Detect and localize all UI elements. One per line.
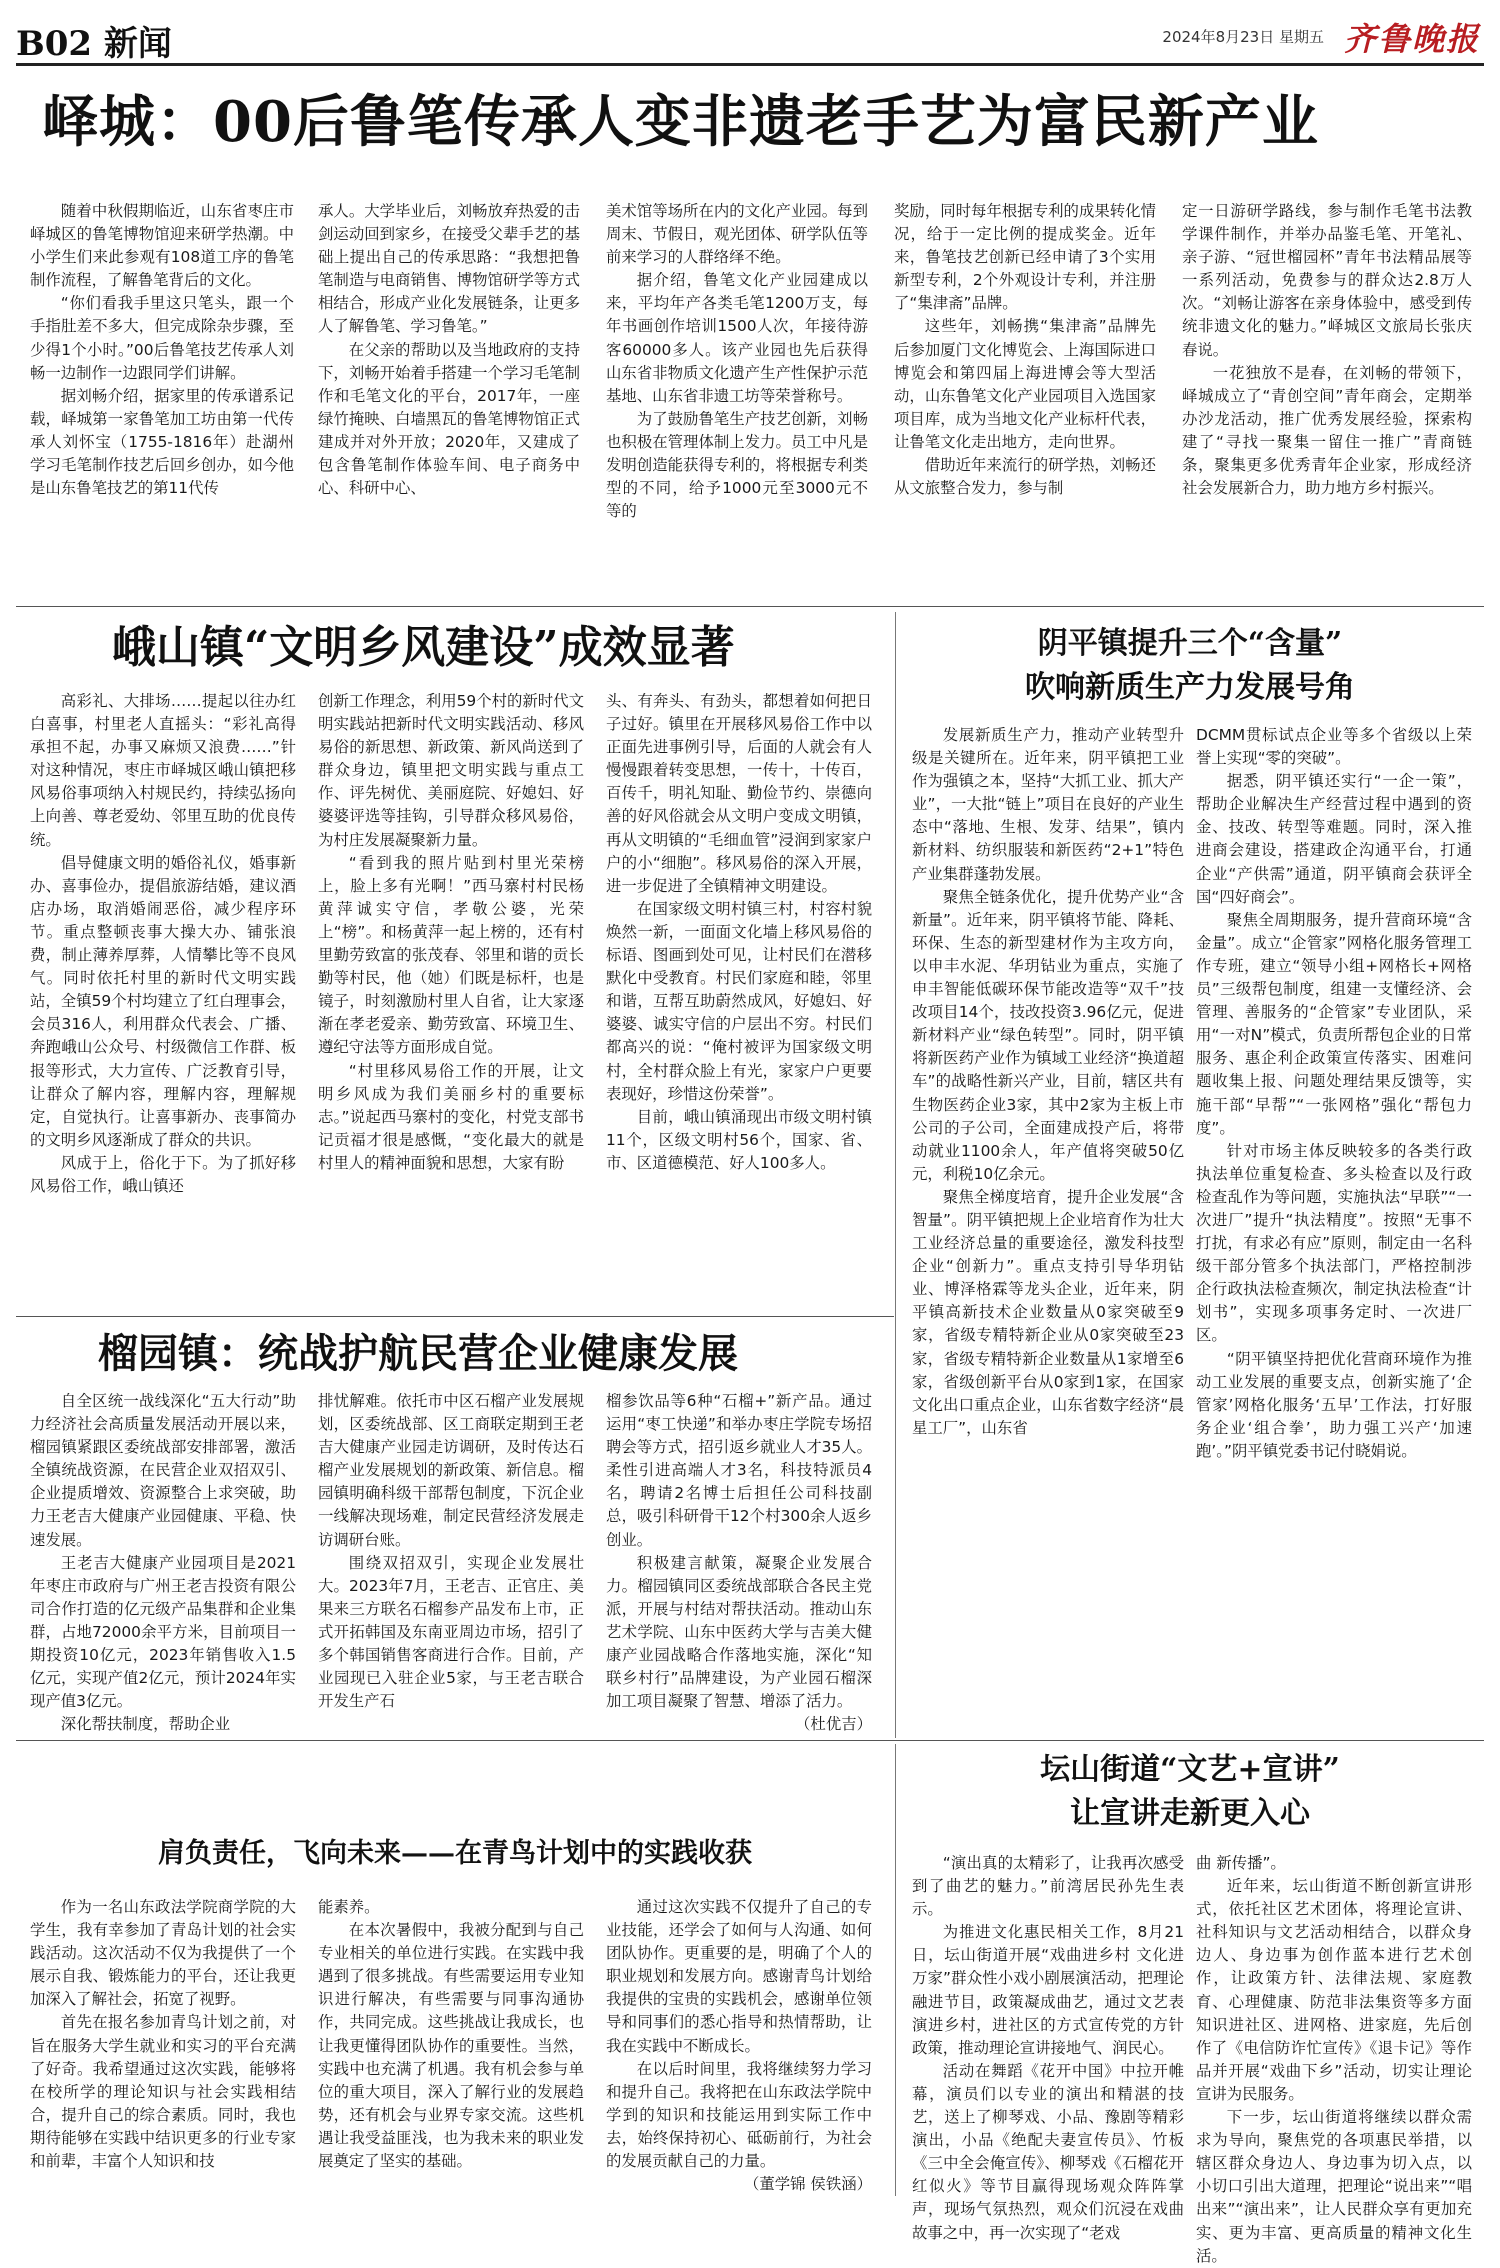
paragraph: 深化帮扶制度，帮助企业 — [60, 1715, 231, 1734]
paragraph: 高彩礼、大排场……提起以往办红白喜事，村里老人直摇头：“彩礼高得承担不起，办事又麻烦又浪费……”针对这种情况，枣庄市峄城区峨山镇把移风易俗事项纳入村规民约，持续弘扬向上向善、尊老爱幼、邻里互助的优良传统。 — [30, 692, 296, 849]
column-divider — [895, 612, 896, 1738]
column-divider — [895, 1744, 896, 2196]
paragraph: 为了鼓励鲁笔生产技艺创新，刘畅也积极在管理体制上发力。员工中凡是发明创造能获得专利的，将根据专利类型的不同，给予1000元至3000元不等的 — [606, 409, 868, 521]
article1-column-5 — [1182, 200, 1472, 502]
paragraph: 奖励，同时每年根据专利的成果转化情况，给于一定比例的提成奖金。近年来，鲁笔技艺创新已经申请了3个实用新型专利，2个外观设计专利，并注册了“集津斋”品牌。 — [894, 202, 1156, 313]
paragraph: 风成于上，俗化于下。为了抓好移风易俗工作，峨山镇还 — [30, 1153, 296, 1195]
paragraph: 围绕双招双引，实现企业发展壮大。2023年7月，王老吉、正官庄、美果来三方联名石榴参产品发布上市，正式开拓韩国及东南亚周边市场，招引了多个韩国销售客商进行合作。目前，产业园现已入驻企业5家，与王老吉联合开发生产石 — [318, 1553, 584, 1711]
paragraph: 发展新质生产力，推动产业转型升级是关键所在。近年来，阴平镇把工业作为强镇之本，坚持“大抓工业、抓大产业”，一大批“链上”项目在良好的产业生态中“落地、生根、发芽、结果”，镇内新材料、纺织服装和新医药“2+1”特色产业集群蓬勃发展。 — [912, 726, 1184, 883]
paragraph: 自全区统一战线深化“五大行动”助力经济社会高质量发展活动开展以来，榴园镇紧跟区委统战部安排部署，激活全镇统战资源，在民营企业双招双引、企业提质增效、资源整合上求突破，助力王老吉大健康产业园健康、平稳、快速发展。 — [30, 1392, 296, 1549]
paragraph: 美术馆等场所在内的文化产业园。每到周末、节假日，观光团体、研学队伍等前来学习的人群络绎不绝。 — [606, 202, 868, 267]
paragraph: 王老吉大健康产业园项目是2021年枣庄市政府与广州王老吉投资有限公司合作打造的亿元级产品集群和企业集群，占地72000余平方米，目前项目一期投资10亿元，2023年销售收入1.5亿元，实现产值2亿元，预计2024年实现产值3亿元。 — [30, 1553, 296, 1711]
paragraph: 聚焦全链条优化，提升优势产业“含新量”。近年来，阴平镇将节能、降耗、环保、生态的新型建材作为主攻方向，以申丰水泥、华玥钻业为重点，实施了申丰智能低碳环保节能改造等“双千”技改项目14个，技改投资3.96亿元，促进新材料产业“绿色转型”。同时，阴平镇将新医药产业作为镇域工业经济“换道超车”的战略性新兴产业，目前，辖区共有生物医药企业3家，其中2家为主板上市公司的子公司，全面建成投产后，将带动就业1100余人，年产值将突破50亿元，利税10亿余元。 — [912, 887, 1184, 1183]
paragraph: 一花独放不是春，在刘畅的带领下，峄城成立了“青创空间”青年商会，定期举办沙龙活动，推广优秀发展经验，探索构建了“寻找一聚集一留住一推广”青商链条，聚集更多优秀青年企业家，形成经济社会发展新合力，助力地方乡村振兴。 — [1182, 363, 1472, 498]
article3-headline — [905, 622, 1475, 709]
headline-line: 阴平镇提升三个“含量” — [1037, 626, 1343, 661]
paragraph: DCMM贯标试点企业等多个省级以上荣誉上实现“零的突破”。 — [1196, 726, 1472, 768]
article1-column-1 — [30, 200, 294, 502]
paragraph: 首先在报名参加青鸟计划之前，对旨在服务大学生就业和实习的平台充满了好奇。我希望通过这次实践，能够将在校所学的理论知识与社会实践相结合，提升自己的综合素质。同时，我也期待能够在实践中结识更多的行业专家和前辈，丰富个人知识和技 — [30, 2013, 296, 2171]
page-header — [16, 10, 1484, 66]
article1-column-3 — [606, 200, 868, 521]
paragraph: 据介绍，鲁笔文化产业园建成以来，平均年产各类毛笔1200万支，每年书画创作培训1500人次，年接待游客60000多人。该产业园也先后获得山东省非物质文化遗产生产性保护示范基地、山东省非遗工坊等荣誉称号。 — [606, 271, 868, 405]
paragraph: 在国家级文明村镇三村，村容村貌焕然一新，一面面文化墙上移风易俗的标语、图画到处可见，让村民们在潜移默化中受教育。村民们家庭和睦，邻里和谐，互帮互助蔚然成风，好媳妇、好婆婆、诚实守信的户层出不穷。村民们都高兴的说：“俺村被评为国家级文明村，全村群众脸上有光，家家户户更要表现好，珍惜这份荣誉”。 — [606, 899, 872, 1103]
paragraph: 聚焦全周期服务，提升营商环境“含金量”。成立“企管家”网格化服务管理工作专班，建立“领导小组+网格长+网格员”三级帮包制度，组建一支懂经济、会管理、善服务的“企管家”专业团队，采用“一对N”模式，负责所帮包企业的日常服务、惠企利企政策宣传落实、困难问题收集上报、问题处理结果反馈等，实施干部“早帮”“一张网格”强化“帮包力度”。 — [1196, 910, 1472, 1137]
article3-column-2 — [1196, 724, 1472, 1734]
article1-column-2 — [318, 200, 580, 502]
paragraph: 能素养。 — [318, 1898, 380, 1916]
paragraph: 借助近年来流行的研学热，刘畅还从文旅整合发力，参与制 — [894, 456, 1156, 498]
paragraph: 目前，峨山镇涌现出市级文明村镇11个，区级文明村56个，国家、省、市、区道德模范、好人100多人。 — [606, 1107, 872, 1172]
divider — [16, 1740, 1484, 1741]
paragraph: 据刘畅介绍，据家里的传承谱系记载，峄城第一家鲁笔加工坊由第一代传承人刘怀宝（1755-1816年）赴湖州学习毛笔制作技艺后回乡创办，如今他是山东鲁笔技艺的第11代传 — [30, 386, 294, 498]
article4-byline: （杜优吉） — [795, 1715, 872, 1734]
article2-column-1 — [30, 690, 296, 1330]
article6-headline: 肩负责任，飞向未来——在青鸟计划中的实践收获 — [158, 1838, 752, 1869]
article3-column-1 — [912, 724, 1184, 1734]
paragraph: 聚焦全梯度培育，提升企业发展“含智量”。阴平镇把规上企业培育作为壮大工业经济总量的重要途径，激发科技型企业“创新力”。重点支持引导华玥钻业、博泽格霖等龙头企业，近年来，阴平镇高新技术企业数量从0家突破至9家，省级专精特新企业从0家突破至23家，省级专精特新企业数量从1家增至6家，省级创新平台从0家到1家，在国家文化出口重点企业，山东省数字经济“晨星工厂”，山东省 — [912, 1187, 1184, 1437]
article5-column-1 — [912, 1852, 1184, 2242]
headline-line: 让宣讲走新更入心 — [1070, 1795, 1310, 1831]
paragraph: 在父亲的帮助以及当地政府的支持下，刘畅开始着手搭建一个学习毛笔制作和毛笔文化的平台，2017年，一座绿竹掩映、白墙黑瓦的鲁笔博物馆正式建成并对外开放；2020年，又建成了包含鲁笔制作体验车间、电子商务中心、科研中心、 — [318, 340, 580, 498]
paragraph: 下一步，坛山街道将继续以群众需求为导向，聚焦党的各项惠民举措，以辖区群众身边人、身边事为切入点，以小切口引出大道理，把理论“说出来”“唱出来”“演出来”，让人民群众享有更加充实、更为丰富、更高质量的精神文化生活。 — [1196, 2108, 1472, 2265]
article1-headline: 峄城：00后鲁笔传承人变非遗老手艺为富民新产业 — [42, 89, 1319, 155]
paragraph: 为推进文化惠民相关工作，8月21日，坛山街道开展“戏曲进乡村 文化进万家”群众性小戏小剧展演活动，把理论融进节目，政策凝成曲艺，通过文艺表演进乡村，进社区的方式宣传党的方针政策，推动理论宣讲接地气、润民心。 — [912, 1923, 1184, 2057]
article4-column-1 — [30, 1390, 296, 1830]
article2-column-2 — [318, 690, 584, 1330]
paragraph: “看到我的照片贴到村里光荣榜上，脸上多有光啊！”西马寨村村民杨黄萍诚实守信，孝敬公婆，光荣上“榜”。和杨黄萍一起上榜的，还有村里勤劳致富的张茂春、邻里和谐的贡长勤等村民，他（她）们既是标杆，也是镜子，时刻激励村里人自省，让大家逐渐在孝老爱亲、勤劳致富、环境卫生、遵纪守法等方面形成自觉。 — [318, 853, 584, 1057]
paragraph: “演出真的太精彩了，让我再次感受到了曲艺的魅力。”前湾居民孙先生表示。 — [912, 1854, 1184, 1919]
article5-column-2 — [1196, 1852, 1472, 2265]
paragraph: “村里移风易俗工作的开展，让文明乡风成为我们美丽乡村的重要标志。”说起西马寨村的变化，村党支部书记贡福才很是感慨，“变化最大的就是村里人的精神面貌和思想，大家有盼 — [318, 1061, 584, 1172]
paragraph: 头、有奔头、有劲头，都想着如何把日子过好。镇里在开展移风易俗工作中以正面先进事例引导，后面的人就会有人慢慢跟着转变思想，一传十，十传百，百传千，明礼知耻、勤俭节约、崇德向善的好风俗就会从文明户变成文明镇，再从文明镇的“毛细血管”浸润到家家户户的小“细胞”。移风易俗的深入开展，进一步促进了全镇精神文明建设。 — [606, 692, 872, 895]
paragraph: 倡导健康文明的婚俗礼仪，婚事新办、喜事俭办，提倡旅游结婚，建议酒店办场，取消婚闹恶俗，减少程序环节。重点整顿丧事大操大办、铺张浪费，制止薄养厚葬，人情攀比等不良风气。同时依托村里的新时代文明实践站，全镇59个村均建立了红白理事会，会员316人，利用群众代表会、广播、奔跑峨山公众号、村级微信工作群、板报等形式，大力宣传、广泛教育引导，让群众了解内容，理解内容，理解规定，自觉执行。让喜事新办、丧事简办的文明乡风逐渐成了群众的共识。 — [30, 853, 296, 1149]
paragraph: 创新工作理念，利用59个村的新时代文明实践站把新时代文明实践活动、移风易俗的新思想、新政策、新风尚送到了群众身边，镇里把文明实践与重点工作、评先树优、美丽庭院、好媳妇、好婆婆评选等挂钩，引导群众移风易俗，为村庄发展凝聚新力量。 — [318, 692, 584, 849]
paragraph: 这些年，刘畅携“集津斋”品牌先后参加厦门文化博览会、上海国际进口博览会和第四届上海进博会等大型活动，山东鲁笔文化产业园项目入选国家项目库，成为当地文化产业标杆代表，让鲁笔文化走出地方，走向世界。 — [894, 317, 1156, 451]
issue-date: 2024年8月23日 星期五 — [1162, 28, 1324, 46]
paragraph: “阴平镇坚持把优化营商环境作为推动工业发展的重要支点，创新实施了‘企管家’网格化服务‘五早’工作法，打好服务企业‘组合拳’，助力强工兴产‘加速跑’。”阴平镇党委书记付晓娟说。 — [1196, 1349, 1472, 1460]
article5-headline — [905, 1748, 1475, 1835]
article2-column-3 — [606, 690, 872, 1330]
divider — [16, 606, 1484, 607]
paragraph: 随着中秋假期临近，山东省枣庄市峄城区的鲁笔博物馆迎来研学热潮。中小学生们来此参观有108道工序的鲁笔制作流程，了解鲁笔背后的文化。 — [30, 202, 294, 290]
paragraph: 排忧解难。依托市中区石榴产业发展规划，区委统战部、区工商联定期到王老吉大健康产业园走访调研，及时传达石榴产业发展规划的新政策、新信息。榴园镇明确科级干部帮包制度，下沉企业一线解决现场难，制定民营经济发展走访调研台账。 — [318, 1392, 584, 1549]
paragraph: 针对市场主体反映较多的各类行政执法单位重复检查、多头检查以及行政检查乱作为等问题，实施执法“早联”“一次进厂”提升“执法精度”。按照“无事不打扰，有求必有应”原则，制定由一名科级干部分管多个执法部门，严格控制涉企行政执法检查频次，制定执法检查“计划书”，实现多项事务定时、一次进厂区。 — [1196, 1141, 1472, 1345]
paragraph: 在以后时间里，我将继续努力学习和提升自己。我将把在山东政法学院中学到的知识和技能运用到实际工作中去，始终保持初心、砥砺前行，为社会的发展贡献自己的力量。 — [606, 2059, 872, 2171]
article4-column-3 — [606, 1390, 872, 1830]
paragraph: 活动在舞蹈《花开中国》中拉开帷幕，演员们以专业的演出和精湛的技艺，送上了柳琴戏、小品、豫剧等精彩演出，小品《绝配夫妻宣传员》、竹板《三中全会俺宣传》、柳琴戏《石榴花开红似火》等节目赢得现场观众阵阵掌声，现场气氛热烈，观众们沉浸在戏曲故事之中，再一次实现了“老戏 — [912, 2061, 1184, 2242]
paragraph: 通过这次实践不仅提升了自己的专业技能，还学会了如何与人沟通、如何团队协作。更重要的是，明确了个人的职业规划和发展方向。感谢青鸟计划给我提供的宝贵的实践机会，感谢单位领导和同事们的悉心指导和热情帮助，让我在实践中不断成长。 — [606, 1898, 872, 2055]
paragraph: 作为一名山东政法学院商学院的大学生，我有幸参加了青岛计划的社会实践活动。这次活动不仅为我提供了一个展示自我、锻炼能力的平台，还让我更加深入了解社会，拓宽了视野。 — [30, 1898, 296, 2009]
paragraph: 在本次暑假中，我被分配到与自己专业相关的单位进行实践。在实践中我遇到了很多挑战。有些需要运用专业知识进行解决，有些需要与同事沟通协作，共同完成。这些挑战让我成长，也让我更懂得团队协作的重要性。当然，实践中也充满了机遇。我有机会参与单位的重大项目，深入了解行业的发展趋势，还有机会与业界专家交流。这些机遇让我受益匪浅，也为我未来的职业发展奠定了坚实的基础。 — [318, 1921, 584, 2171]
article1-column-4 — [894, 200, 1156, 502]
page-section-label: B02 新闻 — [16, 24, 172, 64]
headline-line: 坛山街道“文艺+宣讲” — [1040, 1752, 1340, 1787]
article6-column-3 — [606, 1896, 872, 2194]
paragraph: 承人。大学毕业后，刘畅放弃热爱的击剑运动回到家乡，在接受父辈手艺的基础上提出自己的传承思路：“我想把鲁笔制造与电商销售、博物馆研学等方式相结合，形成产业化发展链条，让更多人了解鲁笔、学习鲁笔。” — [318, 202, 580, 336]
paragraph: 定一日游研学路线，参与制作毛笔书法教学课件制作，并举办品鉴毛笔、开笔礼、亲子游、“冠世榴园杯”青年书法精品展等一系列活动，免费参与的群众达2.8万人次。“刘畅让游客在亲身体验中，感受到传统非遗文化的魅力。”峄城区文旅局长张庆春说。 — [1182, 202, 1472, 359]
article2-headline: 峨山镇“文明乡风建设”成效显著 — [112, 622, 735, 673]
paragraph: 近年来，坛山街道不断创新宣讲形式，依托社区艺术团体，将理论宣讲、社科知识与文艺活动相结合，以群众身边人、身边事为创作蓝本进行艺术创作，让政策方针、法律法规、家庭教育、心理健康、防范非法集资等多方面知识进社区、进网格、进家庭，先后创作了《电信防诈忙宣传》《退卡记》等作品并开展“戏曲下乡”活动，切实让理论宣讲为民服务。 — [1196, 1877, 1472, 2103]
article4-column-2 — [318, 1390, 584, 1830]
divider — [16, 1316, 894, 1317]
article6-column-1 — [30, 1896, 296, 2194]
paragraph: 据悉，阴平镇还实行“一企一策”，帮助企业解决生产经营过程中遇到的资金、技改、转型等难题。同时，深入推进商会建设，搭建政企沟通平台，打通企业“产供需”通道，阴平镇商会获评全国“四好商会”。 — [1196, 772, 1472, 906]
article4-headline: 榴园镇：统战护航民营企业健康发展 — [98, 1330, 738, 1377]
newspaper-masthead-logo: 齐鲁晚报 — [1343, 20, 1480, 58]
paragraph: “你们看我手里这只笔头，跟一个手指肚差不多大，但完成除杂步骤，至少得1个小时。”00后鲁笔技艺传承人刘畅一边制作一边跟同学们讲解。 — [30, 294, 294, 382]
article6-byline: （董学锦 侯铁涵） — [743, 2175, 872, 2194]
paragraph: 积极建言献策，凝聚企业发展合力。榴园镇同区委统战部联合各民主党派，开展与村结对帮扶活动。推动山东艺术学院、山东中医药大学与吉美大健康产业园战略合作落地实施，深化“知联乡村行”品牌建设，为产业园石榴深加工项目凝聚了智慧、增添了活力。 — [606, 1553, 872, 1711]
headline-line: 吹响新质生产力发展号角 — [1025, 669, 1355, 705]
article6-column-2 — [318, 1896, 584, 2194]
paragraph: 榴参饮品等6种“石榴+”新产品。通过运用“枣工快递”和举办枣庄学院专场招聘会等方式，招引返乡就业人才35人。柔性引进高端人才3名，科技特派员4名，聘请2名博士后担任公司科技副总，吸引科研骨干12个村300余人返乡创业。 — [606, 1392, 872, 1549]
paragraph: 曲 新传播”。 — [1196, 1854, 1286, 1872]
